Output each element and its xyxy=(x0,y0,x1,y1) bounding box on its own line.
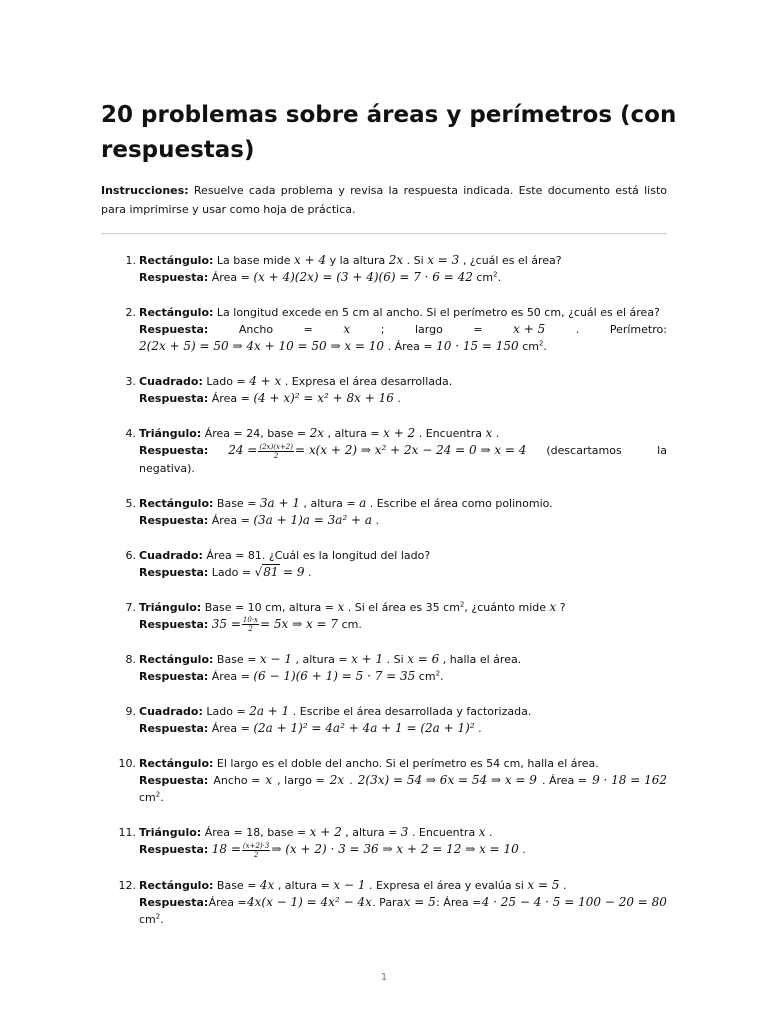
question-line xyxy=(139,703,667,720)
problem-6 xyxy=(125,547,667,581)
numerator: (2x)(x+2) xyxy=(259,442,293,451)
text: , altura = xyxy=(295,653,348,666)
text: . xyxy=(397,392,401,405)
denominator: 2 xyxy=(248,625,253,633)
text: . Si xyxy=(406,254,424,267)
problem-number: 3. xyxy=(125,375,136,388)
answer-line xyxy=(139,512,667,529)
problem-12 xyxy=(118,877,667,928)
figure-type: Rectángulo: xyxy=(139,254,214,267)
text: . Escribe el área como polinomio. xyxy=(369,496,553,510)
figure-type: Rectángulo: xyxy=(139,878,214,892)
question-line xyxy=(139,304,667,321)
problem-number: 4. xyxy=(125,427,136,440)
text: Perímetro: xyxy=(609,323,667,336)
question-line xyxy=(139,651,667,668)
answer-label: Respuesta: xyxy=(139,392,209,405)
problem-5 xyxy=(125,495,667,529)
math: x xyxy=(337,599,345,614)
answer-line xyxy=(139,442,667,460)
text: . xyxy=(495,427,500,440)
page-title: 20 problemas sobre áreas y perímetros (con respuestas) xyxy=(101,102,677,163)
problem-number: 1. xyxy=(125,254,136,267)
answer-continuation: 2(2x + 5) = 50 ⇒ 4x + 10 = 50 ⇒ x = 10 . Área = 10 · 15 = 150 $cm^2$. xyxy=(139,339,547,353)
text: . xyxy=(478,722,482,735)
unit: cm xyxy=(476,271,494,284)
answer-line xyxy=(139,720,667,737)
problem-number: 10. xyxy=(118,757,136,770)
text: . xyxy=(543,340,547,353)
text: = xyxy=(473,323,483,336)
text: , altura = xyxy=(345,826,398,839)
math: (x + 4)(2x) = (3 + 4)(6) = 7 · 6 = 42 xyxy=(253,270,473,284)
text: y la altura xyxy=(329,254,386,267)
text: , largo = xyxy=(277,774,325,787)
math: 2(3x) = 54 ⇒ 6x = 54 ⇒ x = 9 xyxy=(357,773,537,787)
text: . Encuentra xyxy=(411,826,476,839)
question-line xyxy=(139,755,667,772)
question-line: Triángulo: Base = 10 cm, altura = x . Si el área es 35 $cm^2$, ¿cuánto mide x ? xyxy=(139,599,566,614)
text: El largo es el doble del ancho. Si el perímetro es 54 cm, halla el área. xyxy=(216,757,599,770)
text: . Expresa el área desarrollada. xyxy=(284,375,453,388)
math: 4 + x xyxy=(249,374,282,388)
answer-line: Respuesta: Área = (6 − 1)(6 + 1) = 5 · 7 = 35 $cm^2$. xyxy=(139,669,444,683)
problem-1 xyxy=(125,252,667,286)
answer-continuation: $cm^2$. xyxy=(139,911,164,926)
figure-type: Rectángulo: xyxy=(139,757,214,770)
text: Área = xyxy=(211,722,250,735)
math: 2x xyxy=(309,426,325,440)
problem-3 xyxy=(125,373,667,407)
text: cm. xyxy=(341,617,362,631)
text: . Área = xyxy=(387,340,433,353)
math: 9 · 18 = 162 xyxy=(592,773,667,787)
problem-number: 8. xyxy=(125,653,136,666)
numerator: 10·x xyxy=(242,616,259,624)
question-line xyxy=(139,495,667,512)
text: Lado = xyxy=(206,375,246,388)
answer-label: Respuesta: xyxy=(139,843,209,856)
fraction xyxy=(242,842,270,859)
math: x − 1 xyxy=(259,652,292,666)
text: , halla el área. xyxy=(442,653,522,666)
problem-number: 5. xyxy=(125,496,136,510)
text: . xyxy=(440,670,444,683)
text: , altura = xyxy=(277,878,330,892)
denominator: 2 xyxy=(253,850,259,859)
answer-continuation: $cm^2$. xyxy=(139,790,164,804)
text: . xyxy=(375,513,380,527)
text: , ¿cuál es el área? xyxy=(462,254,562,267)
text: La longitud excede en 5 cm al ancho. Si el perímetro es 50 cm, ¿cuál es el área? xyxy=(216,306,660,319)
math: ⇒ (x + 2) · 3 = 36 ⇒ x + 2 = 12 ⇒ x = 10 xyxy=(271,842,519,856)
problem-10 xyxy=(118,755,667,806)
problem-8 xyxy=(125,651,667,685)
math: 2x xyxy=(329,773,345,787)
fraction xyxy=(258,443,294,460)
answer-line xyxy=(139,616,667,634)
figure-type: Triángulo: xyxy=(139,600,202,614)
instructions xyxy=(101,181,667,219)
math: x + 2 xyxy=(383,426,416,440)
denominator: 2 xyxy=(273,451,279,460)
problem-number: 11. xyxy=(118,826,136,839)
text: Base = xyxy=(216,878,257,892)
text: Área = xyxy=(208,895,247,909)
answer-label: Respuesta: xyxy=(139,722,209,735)
math: x + 5 xyxy=(513,322,546,336)
text: Ancho xyxy=(238,323,274,336)
math: 4x xyxy=(259,877,275,892)
unit: cm xyxy=(522,340,539,353)
divider xyxy=(101,233,667,234)
problem-number: 7. xyxy=(125,600,136,614)
math: a xyxy=(359,495,367,510)
unit: cm xyxy=(418,670,436,683)
problem-number: 9. xyxy=(125,705,136,718)
question-line xyxy=(139,252,667,269)
text: . xyxy=(160,791,164,804)
text: . Área = xyxy=(541,774,588,787)
text: . xyxy=(522,843,526,856)
problem-2 xyxy=(125,304,667,355)
text: . Si xyxy=(386,653,404,666)
math: = x(x + 2) ⇒ x² + 2x − 24 = 0 ⇒ x = 4 xyxy=(294,443,527,457)
text: : Área = xyxy=(436,895,482,909)
math: 3 xyxy=(400,825,409,839)
problem-4 xyxy=(125,425,667,477)
square-root xyxy=(255,564,280,579)
radicand: 81 xyxy=(263,564,279,579)
problem-number: 6. xyxy=(125,548,136,562)
math: 4 · 25 − 4 · 5 = 100 − 20 = 80 xyxy=(481,894,667,909)
math: x − 1 xyxy=(333,877,366,892)
root-sign: √ xyxy=(254,564,263,579)
figure-type: Rectángulo: xyxy=(139,306,214,319)
answer-math xyxy=(228,442,526,460)
math: 18 = xyxy=(211,842,241,856)
question-line xyxy=(139,425,667,442)
math: 2a + 1 xyxy=(249,704,290,718)
math: x = 5 xyxy=(403,894,436,909)
answer-line xyxy=(139,390,667,407)
answer-label: Respuesta: xyxy=(139,617,209,631)
math: (4 + x)² = x² + 8x + 16 xyxy=(253,391,394,405)
text: Base = xyxy=(216,653,257,666)
text: , altura = xyxy=(327,427,380,440)
text: , ¿cuánto mide xyxy=(464,600,547,614)
question-line xyxy=(139,547,667,564)
math: x xyxy=(478,825,486,839)
math: x xyxy=(485,426,493,440)
text: Área = 81. ¿Cuál es la longitud del lado? xyxy=(206,548,431,562)
problem-number: 2. xyxy=(125,306,136,319)
text: Base = xyxy=(216,496,257,510)
answer-label: Respuesta: xyxy=(139,895,209,909)
text: La base mide xyxy=(216,254,291,267)
text: Área = xyxy=(211,670,250,683)
numerator: (x+2)·3 xyxy=(242,841,270,850)
text: Lado = xyxy=(206,705,246,718)
problem-list xyxy=(118,252,667,928)
math: = 5x ⇒ x = 7 xyxy=(260,616,339,631)
text: , altura = xyxy=(303,496,356,510)
math: 35 = xyxy=(211,616,241,631)
answer-label: Respuesta: xyxy=(139,323,209,336)
math: 10 · 15 = 150 xyxy=(436,339,519,353)
unit: cm xyxy=(139,912,156,926)
answer-line: Respuesta: Área = (x + 4)(2x) = (3 + 4)(6) = 7 · 6 = 42 $cm^2$. xyxy=(139,270,502,284)
answer-label: Respuesta: xyxy=(139,271,209,284)
math: (3a + 1)a = 3a² + a xyxy=(253,512,373,527)
math: x = 3 xyxy=(427,253,460,267)
text: . Si el área es 35 cm xyxy=(347,600,460,614)
text: . xyxy=(497,271,502,284)
math: 3a + 1 xyxy=(259,495,301,510)
math: 4x(x − 1) = 4x² − 4x xyxy=(247,894,372,909)
answer-label: Respuesta: xyxy=(139,513,209,527)
text: Área = 24, base = xyxy=(204,427,307,440)
figure-type: Cuadrado: xyxy=(139,548,203,562)
question-line xyxy=(139,824,667,841)
math: x xyxy=(265,773,273,787)
problem-11 xyxy=(118,824,667,859)
text: Área = 18, base = xyxy=(204,826,307,839)
answer-line xyxy=(139,894,667,911)
text: ; xyxy=(380,323,385,336)
answer-line xyxy=(139,321,667,338)
answer-line xyxy=(139,772,667,789)
math: (2a + 1)² = 4a² + 4a + 1 = (2a + 1)² xyxy=(253,721,475,735)
math: 24 = xyxy=(228,443,258,457)
math: x + 2 xyxy=(309,825,342,839)
answer-line xyxy=(139,841,667,859)
problem-9 xyxy=(125,703,667,737)
text: . Expresa el área y evalúa si xyxy=(368,878,524,892)
text: . xyxy=(308,565,312,579)
problem-number: 12. xyxy=(118,878,136,892)
text: . xyxy=(575,323,580,336)
math: (6 − 1)(6 + 1) = 5 · 7 = 35 xyxy=(253,669,416,683)
unit: cm xyxy=(139,791,156,804)
text: Ancho = xyxy=(213,774,261,787)
instructions-label: Instrucciones: xyxy=(101,184,189,197)
question-line xyxy=(139,877,667,894)
page-number: 1 xyxy=(380,972,388,983)
math: x xyxy=(549,599,557,614)
text: Área = xyxy=(211,271,250,284)
text: Área = xyxy=(211,513,250,527)
text: . Encuentra xyxy=(418,427,482,440)
text: (descartamos la xyxy=(546,444,667,458)
figure-type: Rectángulo: xyxy=(139,653,214,666)
text: negativa). xyxy=(139,461,195,475)
math: x = 6 xyxy=(407,652,440,666)
text: . Escribe el área desarrollada y factorizada. xyxy=(292,705,532,718)
text: Lado = xyxy=(211,565,252,579)
math: x xyxy=(343,322,351,336)
text: . xyxy=(349,774,353,787)
text: = xyxy=(303,323,313,336)
figure-type: Rectángulo: xyxy=(139,496,214,510)
fraction xyxy=(242,616,259,633)
figure-type: Cuadrado: xyxy=(139,705,203,718)
instructions-text: Resuelve cada problema y revisa la respuesta indicada. Este documento está listo para imprimirse y usar como hoja de práctica. xyxy=(101,184,667,216)
answer-label: Respuesta: xyxy=(139,774,209,787)
text: . xyxy=(160,912,164,926)
answer-label: Respuesta: xyxy=(139,565,209,579)
text: . xyxy=(488,826,493,839)
problem-7 xyxy=(125,599,667,634)
text: Área = xyxy=(211,392,250,405)
math: 2x xyxy=(388,253,404,267)
figure-type: Cuadrado: xyxy=(139,375,203,388)
answer-line xyxy=(139,564,667,581)
text: Base = 10 cm, altura = xyxy=(204,600,334,614)
text: largo xyxy=(414,323,443,336)
text: ? xyxy=(559,600,566,614)
math: 2(2x + 5) = 50 ⇒ 4x + 10 = 50 ⇒ x = 10 xyxy=(139,339,385,353)
math: = 9 xyxy=(283,564,305,579)
answer-continuation xyxy=(139,460,667,477)
math: x + 1 xyxy=(351,652,384,666)
figure-type: Triángulo: xyxy=(139,427,202,440)
math: x = 5 xyxy=(527,877,560,892)
math: x + 4 xyxy=(294,253,327,267)
text: . xyxy=(562,878,567,892)
text: . Para xyxy=(372,895,404,909)
figure-type: Triángulo: xyxy=(139,826,202,839)
answer-label: Respuesta: xyxy=(139,444,209,458)
question-line xyxy=(139,373,667,390)
answer-label: Respuesta: xyxy=(139,670,209,683)
